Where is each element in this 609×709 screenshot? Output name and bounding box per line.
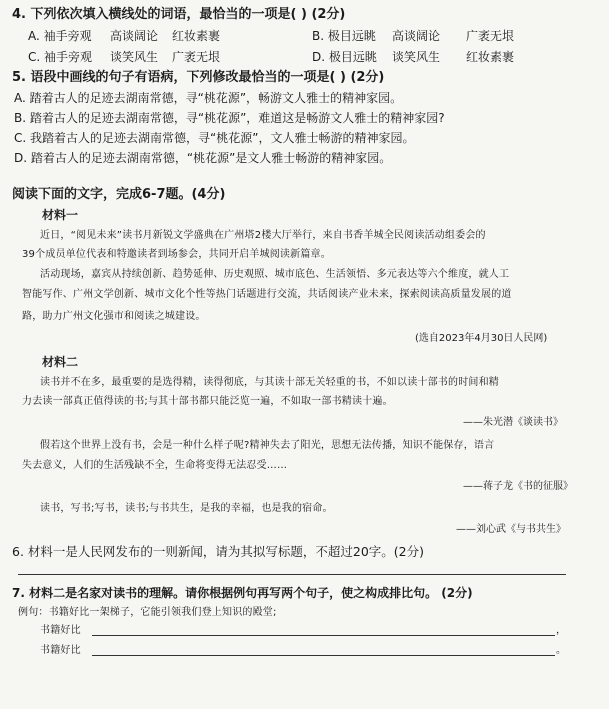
option-4b-word2: 高谈阔论 — [392, 29, 441, 43]
material-1-source: (选自2023年4月30日人民网) — [415, 333, 548, 344]
material-2-attribution-2: ——蒋子龙《书的征服》 — [463, 481, 573, 492]
option-4a: A. 袖手旁观 — [28, 29, 92, 43]
material-2-p2-line-1: 假若这个世界上没有书，会是一种什么样子呢?精神失去了阳光，思想无法传播，知识不能保存，语言 — [40, 440, 495, 451]
option-4c-word2: 谈笑风生 — [110, 50, 159, 64]
option-4c-word3: 广袤无垠 — [172, 50, 221, 64]
option-4b-word3: 广袤无垠 — [466, 29, 515, 43]
material-2-p1-line-1: 读书并不在多，最重要的是选得精，读得彻底，与其读十部无关轻重的书，不如以读十部书的时间和精 — [40, 377, 499, 388]
material-2-title: 材料二 — [42, 355, 79, 369]
option-4a-word3: 红妆素裹 — [172, 29, 221, 43]
material-2-p2-line-2: 失去意义，人们的生活残缺不全，生命将变得无法忍受…… — [22, 460, 288, 471]
question-7-example: 例句：书籍好比一架梯子，它能引领我们登上知识的殿堂; — [18, 607, 277, 618]
answer-line-7-1[interactable] — [92, 635, 555, 636]
option-4c: C. 袖手旁观 — [28, 50, 93, 64]
material-1-line-5: 路，助力广州文化强市和阅读之城建设。 — [22, 311, 206, 322]
option-4d: D. 极目远眺 — [312, 50, 377, 64]
material-2-p1-line-2: 力去读一部真正值得读的书;与其十部书都只能泛览一遍，不如取一部书精读十遍。 — [22, 396, 393, 407]
option-4a-word2: 高谈阔论 — [110, 29, 159, 43]
material-1-title: 材料一 — [42, 208, 79, 222]
option-4d-word2: 谈笑风生 — [392, 50, 441, 64]
option-5a: A. 踏着古人的足迹去湖南常德，寻“桃花源”，畅游文人雅士的精神家园。 — [14, 91, 403, 105]
material-2-attribution-3: ——刘心武《与书共生》 — [456, 524, 566, 535]
answer-line-7-2[interactable] — [92, 655, 555, 656]
material-1-line-1: 近日，“阅见未来”读书月新锐文学盛典在广州塔2楼大厅举行，来自书香羊城全民阅读活动组委会的 — [40, 230, 486, 241]
question-6-stem: 6. 材料一是人民网发布的一则新闻，请为其拟写标题，不超过20字。(2分) — [12, 544, 425, 559]
question-7-stem: 7. 材料二是名家对读书的理解。请你根据例句再写两个句子，使之构成排比句。 (2分) — [12, 586, 473, 600]
option-5b: B. 踏着古人的足迹去湖南常德，寻“桃花源”，难道这是畅游文人雅士的精神家园? — [14, 111, 445, 125]
option-5d: D. 踏着古人的足迹去湖南常德，“桃花源”是文人雅士畅游的精神家园。 — [14, 151, 392, 165]
answer-end-1: ， — [556, 625, 567, 636]
answer-line-6[interactable] — [18, 574, 566, 575]
material-2-attribution-1: ——朱光潜《谈读书》 — [463, 417, 563, 428]
option-5c: C. 我踏着古人的足迹去湖南常德，寻“桃花源”，文人雅士畅游的精神家园。 — [14, 131, 415, 145]
answer-prefix-2: 书籍好比 — [40, 645, 81, 656]
material-1-line-2: 39个成员单位代表和特邀读者到场参会，共同开启羊城阅读新篇章。 — [22, 249, 331, 260]
option-4b: B. 极目远眺 — [312, 29, 376, 43]
answer-prefix-1: 书籍好比 — [40, 625, 81, 636]
reading-instruction: 阅读下面的文字，完成6-7题。(4分) — [12, 187, 226, 202]
question-5-stem: 5. 语段中画线的句子有语病，下列修改最恰当的一项是( ) (2分) — [12, 70, 385, 85]
option-4d-word3: 红妆素裹 — [466, 50, 515, 64]
material-1-line-4: 智能写作、广州文学创新、城市文化个性等热门话题进行交流，共话阅读产业未来，探索阅读高质量发展的道 — [22, 289, 512, 300]
question-4-stem: 4. 下列依次填入横线处的词语，最恰当的一项是( ) (2分) — [12, 7, 346, 22]
material-1-line-3: 活动现场，嘉宾从持续创新、趋势延伸、历史观照、城市底色、生活领悟、多元表达等六个维度，就人工 — [40, 269, 510, 280]
answer-end-2: 。 — [556, 645, 567, 656]
material-2-p3: 读书，写书;写书，读书;与书共生，是我的幸福，也是我的宿命。 — [40, 503, 333, 514]
